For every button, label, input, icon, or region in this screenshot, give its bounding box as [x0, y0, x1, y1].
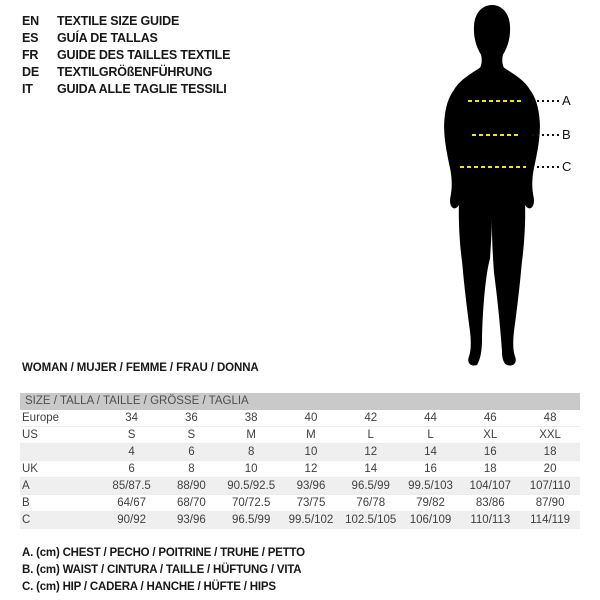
size-cell: 93/96: [177, 514, 206, 526]
language-row: [22, 64, 230, 81]
chest-leader-dots: [532, 100, 559, 102]
size-cell: 14: [424, 446, 437, 458]
table-row: [20, 461, 580, 478]
size-cell: 16: [483, 446, 497, 458]
size-cell: S: [127, 429, 136, 441]
size-cell: 12: [304, 463, 318, 475]
size-cell: L: [367, 429, 374, 441]
language-row: [22, 47, 230, 64]
section-title: WOMAN / MUJER / FEMME / FRAU / DONNA: [22, 362, 259, 374]
size-cell: 10: [304, 446, 318, 458]
language-row: [22, 13, 230, 30]
language-label: GUÍA DE TALLAS: [57, 31, 158, 45]
language-row: [22, 81, 230, 98]
language-code: ES: [22, 31, 39, 45]
size-cell: 36: [184, 412, 198, 424]
size-cell: 114/119: [530, 514, 571, 526]
woman-silhouette-figure: [422, 2, 562, 370]
waist-measure-dash: [472, 134, 520, 136]
language-list: [22, 13, 230, 98]
table-row: [20, 444, 580, 461]
size-cell: 90/92: [117, 514, 146, 526]
size-cell: 44: [424, 412, 437, 424]
language-label: TEXTILE SIZE GUIDE: [57, 14, 180, 28]
size-cell: 64/67: [117, 497, 146, 509]
size-cell: 73/75: [296, 497, 326, 509]
size-cell: 83/86: [475, 497, 505, 509]
size-cell: 88/90: [177, 480, 206, 492]
size-cell: 20: [543, 463, 557, 475]
row-label: US: [22, 429, 38, 441]
size-cell: 110/113: [470, 514, 511, 526]
size-table-body: [20, 410, 580, 529]
hip-leader-dots: [532, 166, 559, 168]
size-cell: 6: [128, 463, 135, 475]
size-cell: 18: [543, 446, 557, 458]
language-label: GUIDA ALLE TAGLIE TESSILI: [57, 82, 227, 96]
size-cell: 42: [364, 412, 378, 424]
size-cell: 34: [125, 412, 138, 424]
language-code: DE: [22, 65, 39, 79]
size-cell: 70/72.5: [231, 497, 271, 509]
row-label: C: [22, 514, 31, 526]
size-cell: 99.5/102: [288, 514, 334, 526]
size-cell: 14: [364, 463, 378, 475]
size-cell: 96.5/99: [231, 514, 271, 526]
language-label: TEXTILGRÖßENFÜHRUNG: [57, 65, 213, 79]
language-label: GUIDE DES TAILLES TEXTILE: [57, 48, 231, 62]
size-cell: M: [306, 429, 316, 441]
size-cell: 38: [244, 412, 258, 424]
hip-measure-dash: [460, 166, 526, 168]
size-cell: 12: [364, 446, 378, 458]
size-cell: 10: [244, 463, 258, 475]
table-row: [20, 410, 580, 427]
size-cell: 102.5/105: [345, 514, 397, 526]
woman-silhouette-icon: [422, 2, 562, 370]
size-cell: 18: [483, 463, 497, 475]
size-cell: S: [187, 429, 196, 441]
table-row: [20, 512, 580, 529]
language-code: FR: [22, 48, 39, 62]
size-cell: 16: [424, 463, 437, 475]
size-cell: 104/107: [469, 480, 512, 492]
language-code: IT: [22, 82, 33, 96]
size-table-header: SIZE / TALLA / TAILLE / GRÖSSE / TAGLIA: [20, 393, 580, 410]
size-cell: 4: [128, 446, 135, 458]
size-cell: 48: [543, 412, 557, 424]
size-cell: 85/87.5: [112, 480, 151, 492]
size-cell: 76/78: [356, 497, 386, 509]
row-label: Europe: [22, 412, 60, 424]
size-cell: 68/70: [177, 497, 206, 509]
size-cell: 8: [188, 463, 195, 475]
size-cell: 8: [247, 446, 255, 458]
measurement-legend: [22, 545, 305, 596]
size-cell: 90.5/92.5: [227, 480, 276, 492]
size-cell: 79/82: [416, 497, 445, 509]
size-cell: L: [427, 429, 434, 441]
waist-label: B: [562, 127, 571, 142]
size-cell: 93/96: [296, 480, 326, 492]
size-cell: 106/109: [409, 514, 452, 526]
legend-row: A. (cm) CHEST / PECHO / POITRINE / TRUHE / PETTO: [22, 547, 305, 559]
size-cell: 99.5/103: [408, 480, 453, 492]
chest-label: A: [562, 93, 571, 108]
language-row: [22, 30, 230, 47]
size-cell: 107/110: [529, 480, 571, 492]
row-label: B: [22, 497, 30, 509]
size-cell: 46: [483, 412, 497, 424]
legend-row: C. (cm) HIP / CADERA / HANCHE / HÜFTE / HIPS: [22, 581, 276, 593]
row-label: A: [22, 480, 30, 492]
size-cell: 96.5/99: [351, 480, 390, 492]
row-label: UK: [22, 463, 38, 475]
language-code: EN: [22, 14, 39, 28]
chest-measure-dash: [468, 100, 522, 102]
size-cell: 6: [188, 446, 195, 458]
size-cell: XL: [483, 429, 498, 441]
legend-row: B. (cm) WAIST / CINTURA / TAILLE / HÜFTUNG / VITA: [22, 564, 302, 576]
size-table: [20, 393, 580, 529]
size-cell: XXL: [539, 429, 561, 441]
size-cell: M: [246, 429, 256, 441]
table-row: [20, 427, 580, 444]
waist-leader-dots: [532, 134, 559, 136]
table-row: [20, 495, 580, 512]
row-label: [20, 444, 102, 460]
hip-label: C: [562, 159, 572, 174]
table-row: [20, 478, 580, 495]
size-cell: 87/90: [535, 497, 565, 509]
size-cell: 40: [304, 412, 318, 424]
